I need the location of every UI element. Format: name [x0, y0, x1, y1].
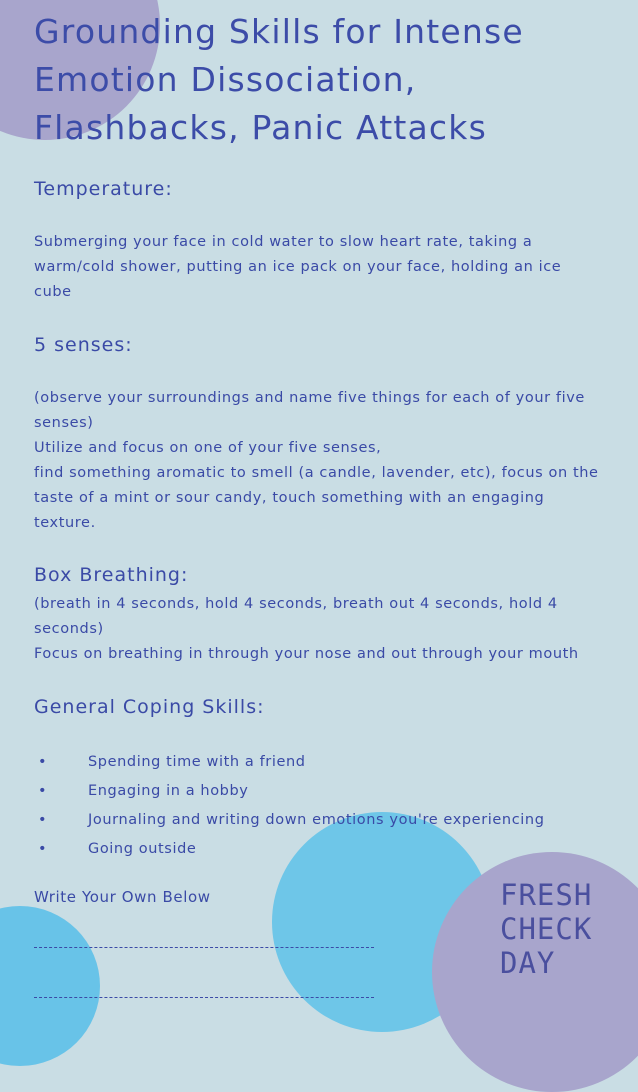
temperature-heading: Temperature:: [34, 178, 173, 200]
senses-line-2: Utilize and focus on one of your five senses,: [34, 440, 382, 456]
bullet-icon: •: [38, 812, 48, 828]
coping-list: [34, 748, 594, 864]
list-item-text: Spending time with a friend: [88, 754, 306, 770]
list-item: [34, 835, 594, 864]
senses-line-3: find something aromatic to smell (a candle, lavender, etc), focus on the taste of a mint or sour candy, touch something with an engaging texture.: [34, 465, 599, 531]
list-item: [34, 777, 594, 806]
box-breathing-body: [34, 592, 604, 667]
write-own-heading: Write Your Own Below: [34, 888, 211, 906]
coping-heading: General Coping Skills:: [34, 696, 265, 718]
box-breathing-line-1: (breath in 4 seconds, hold 4 seconds, breath out 4 seconds, hold 4 seconds): [34, 596, 558, 637]
logo-line-1: FRESH: [500, 878, 593, 912]
senses-heading: 5 senses:: [34, 334, 133, 356]
bullet-icon: •: [38, 754, 48, 770]
senses-line-1: (observe your surroundings and name five things for each of your five senses): [34, 390, 585, 431]
fresh-check-day-logo: [500, 878, 620, 980]
temperature-body: Submerging your face in cold water to slow heart rate, taking a warm/cold shower, putting an ice pack on your face, holding an ice cube: [34, 234, 562, 300]
logo-line-3: DAY: [500, 946, 556, 980]
list-item: [34, 806, 594, 835]
list-item: [34, 748, 594, 777]
senses-body: [34, 386, 609, 536]
list-item-text: Engaging in a hobby: [88, 783, 249, 799]
decorative-circle-blue-left: [0, 906, 100, 1066]
write-line-1[interactable]: [34, 947, 374, 948]
write-line-2[interactable]: [34, 997, 374, 998]
box-breathing-heading: Box Breathing:: [34, 564, 189, 586]
bullet-icon: •: [38, 783, 48, 799]
list-item-text: Going outside: [88, 841, 197, 857]
page-title: Grounding Skills for Intense Emotion Dissociation, Flashbacks, Panic Attacks: [34, 12, 524, 147]
logo-line-2: CHECK: [500, 912, 593, 946]
bullet-icon: •: [38, 841, 48, 857]
list-item-text: Journaling and writing down emotions you're experiencing: [88, 812, 545, 828]
box-breathing-line-2: Focus on breathing in through your nose and out through your mouth: [34, 646, 579, 662]
